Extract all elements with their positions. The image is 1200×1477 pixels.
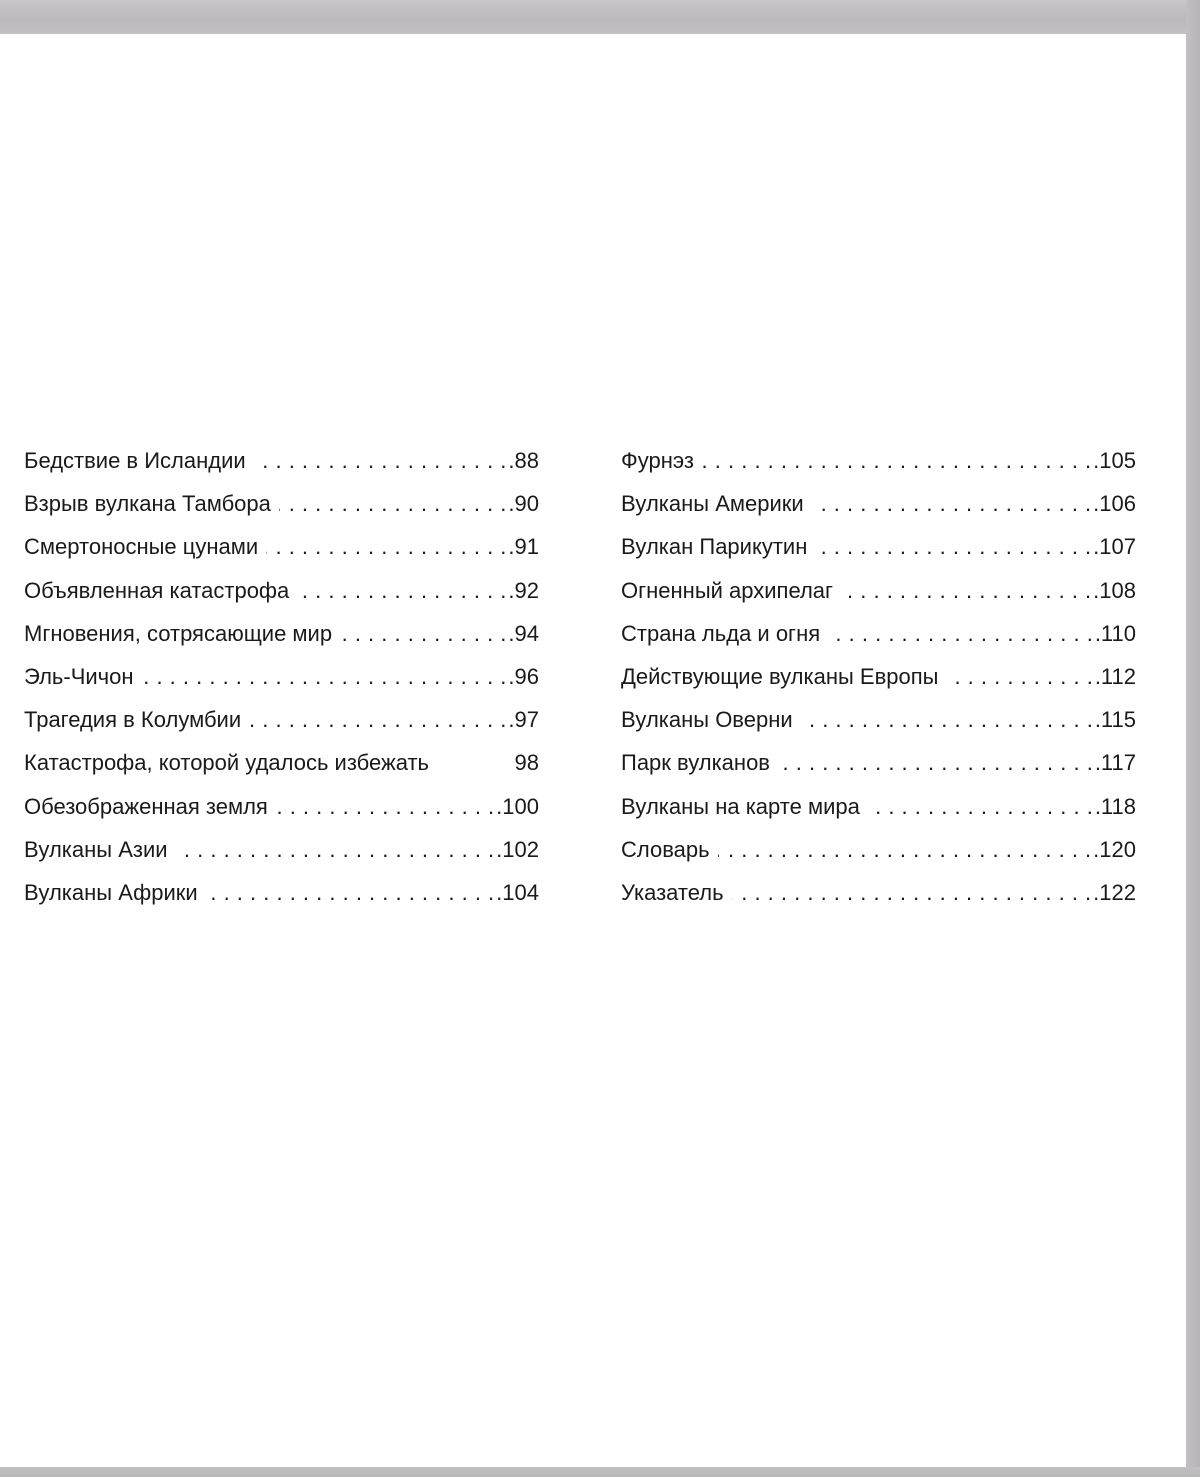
- toc-entry: [621, 657, 1136, 700]
- toc-entry-title: Вулканы Африки: [24, 879, 198, 905]
- toc-dot-leader: [718, 830, 1092, 870]
- toc-dot-leader: [868, 787, 1093, 827]
- toc-entry-title: Объявленная катастрофа: [24, 577, 290, 603]
- toc-entry-title: Вулканы на карте мира: [621, 793, 860, 819]
- toc-entry-page: .91: [508, 534, 539, 560]
- toc-entry-title: Катастрофа, которой удалось избежать: [24, 750, 430, 776]
- toc-entry-title: Вулканы Оверни: [621, 707, 793, 733]
- toc-entry-page: .97: [508, 707, 539, 733]
- toc-dot-leader: [841, 571, 1091, 611]
- toc-entry-title: Бедствие в Исландии: [24, 448, 246, 473]
- toc-dot-leader: [279, 484, 507, 524]
- toc-dot-leader: [812, 484, 1092, 524]
- toc-entry-title: Фурнэз: [621, 448, 694, 473]
- toc-entry: [621, 571, 1136, 614]
- toc-dot-leader: [340, 614, 506, 654]
- toc-entry: [24, 657, 539, 700]
- toc-entry-page: .122: [1093, 879, 1136, 905]
- toc-entry-title: Вулканы Америки: [621, 491, 804, 517]
- toc-dot-leader: [702, 441, 1091, 481]
- toc-entry: [24, 787, 539, 830]
- toc-dot-leader: [254, 441, 507, 481]
- toc-entry-title: Вулканы Азии: [24, 836, 168, 862]
- toc-entry-page: .105: [1093, 448, 1136, 473]
- toc-dot-leader: [266, 527, 506, 567]
- toc-entry: [24, 830, 539, 873]
- toc-entry: [621, 787, 1136, 830]
- toc-entry-title: Указатель: [621, 879, 724, 905]
- toc-entry-page: .107: [1093, 534, 1136, 560]
- toc-entry-title: Обезображенная земля: [24, 793, 268, 819]
- toc-entry: [621, 527, 1136, 570]
- toc-entry-title: Вулкан Парикутин: [621, 534, 808, 560]
- toc-dot-leader: [732, 873, 1092, 913]
- toc-entry-page: .88: [508, 448, 539, 473]
- toc-entry: [24, 484, 539, 527]
- toc-dot-leader: [206, 873, 495, 913]
- toc-entry-title: Огненный архипелаг: [621, 577, 834, 603]
- toc-entry-page: .112: [1094, 663, 1136, 689]
- toc-entry-page: .118: [1094, 793, 1136, 819]
- table-of-contents: [24, 441, 1136, 916]
- toc-entry-title: Эль-Чичон: [24, 663, 134, 689]
- toc-column-left: [24, 441, 539, 916]
- toc-dot-leader: [801, 700, 1093, 740]
- toc-entry-title: Мгновения, сотрясающие мир: [24, 620, 333, 646]
- toc-entry-page: .102: [496, 836, 539, 862]
- toc-entry-title: Парк вулканов: [621, 750, 770, 776]
- toc-dot-leader: [297, 571, 506, 611]
- toc-entry: [24, 441, 539, 484]
- toc-entry: [24, 700, 539, 743]
- toc-entry-title: Действующие вулканы Европы: [621, 663, 939, 689]
- toc-entry-page: .96: [508, 663, 539, 689]
- toc-entry: [621, 743, 1136, 786]
- toc-entry: [24, 571, 539, 614]
- toc-entry: [621, 700, 1136, 743]
- toc-dot-leader: [176, 830, 495, 870]
- page-border-right: [1186, 0, 1200, 1477]
- toc-entry-title: Взрыв вулкана Тамбора: [24, 491, 271, 517]
- toc-entry-page: .110: [1094, 620, 1136, 646]
- toc-dot-leader: [249, 700, 506, 740]
- toc-entry: [621, 873, 1136, 916]
- toc-dot-leader: [142, 657, 507, 697]
- toc-entry-title: Словарь: [621, 836, 710, 862]
- toc-entry-page: .120: [1093, 836, 1136, 862]
- toc-entry-page: .104: [496, 879, 539, 905]
- toc-dot-leader: [946, 657, 1092, 697]
- toc-dot-leader: [815, 527, 1091, 567]
- page-border-bottom: [0, 1467, 1200, 1477]
- toc-dot-leader: [828, 614, 1093, 654]
- toc-dot-leader: [276, 787, 494, 827]
- toc-entry-page: .117: [1094, 750, 1136, 776]
- toc-entry: [24, 614, 539, 657]
- toc-entry-page: .94: [508, 620, 539, 646]
- toc-entry: [24, 743, 539, 786]
- toc-dot-leader: [778, 743, 1093, 783]
- page-border-top: [0, 0, 1200, 34]
- toc-entry-page: 98: [514, 750, 539, 776]
- toc-entry-title: Страна льда и огня: [621, 620, 821, 646]
- toc-entry: [24, 873, 539, 916]
- toc-entry-page: .100: [496, 793, 539, 819]
- toc-entry-title: Смертоносные цунами: [24, 534, 259, 560]
- toc-entry: [24, 527, 539, 570]
- toc-entry-page: .108: [1093, 577, 1136, 603]
- toc-entry: [621, 830, 1136, 873]
- toc-entry-page: .92: [508, 577, 539, 603]
- toc-entry: [621, 484, 1136, 527]
- toc-column-right: [621, 441, 1136, 916]
- toc-entry-page: .90: [508, 491, 539, 517]
- toc-entry-page: .115: [1094, 707, 1136, 733]
- toc-entry: [621, 441, 1136, 484]
- toc-entry-page: .106: [1093, 491, 1136, 517]
- toc-entry: [621, 614, 1136, 657]
- toc-entry-title: Трагедия в Колумбии: [24, 707, 242, 733]
